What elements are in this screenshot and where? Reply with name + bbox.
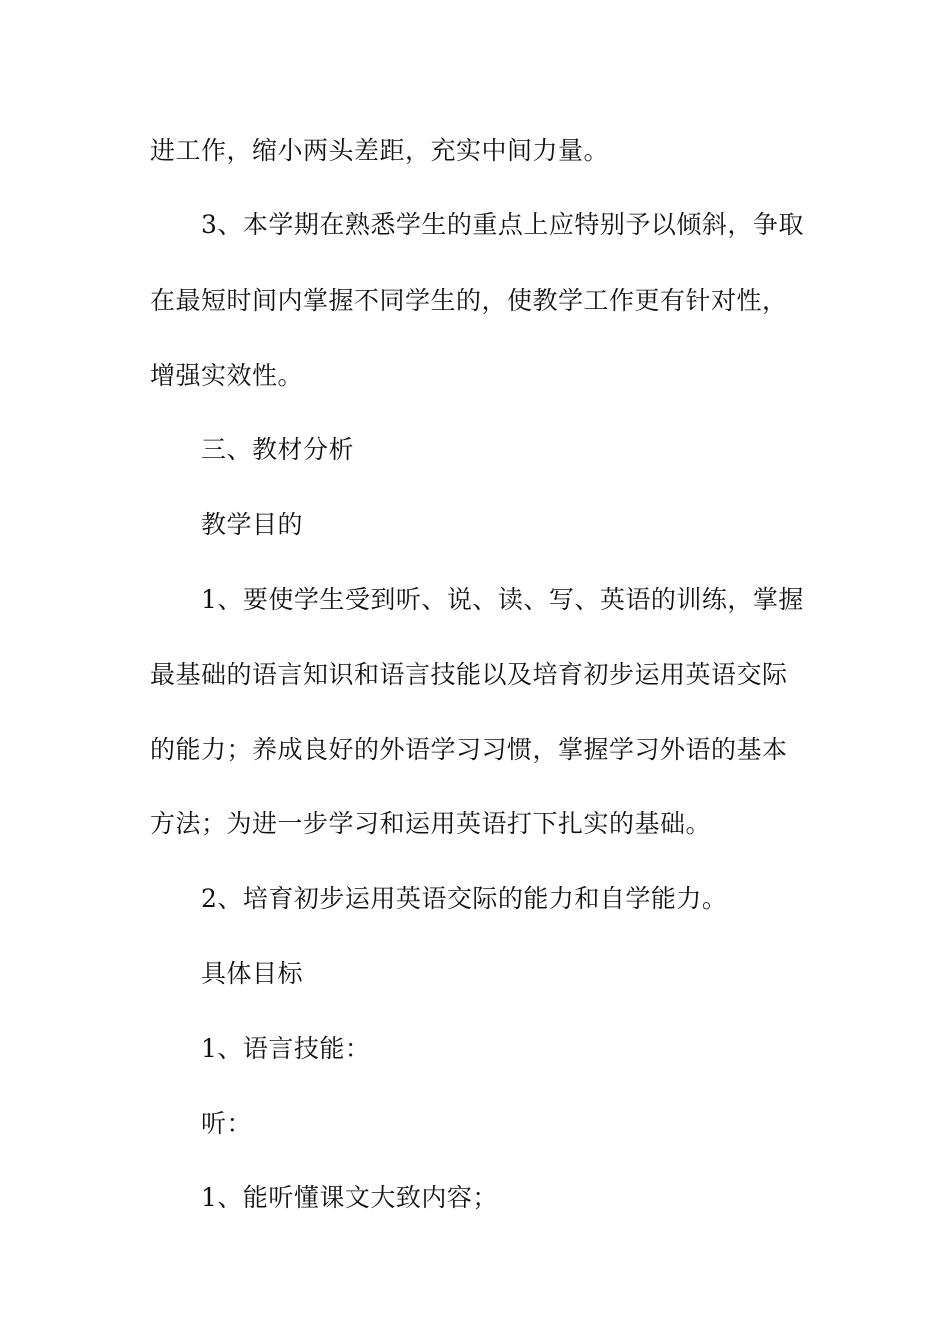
text-line: 的能力；养成良好的外语学习习惯，掌握学习外语的基本 bbox=[150, 735, 788, 764]
subsection-heading: 教学目的 bbox=[201, 510, 304, 539]
subsection-heading: 具体目标 bbox=[201, 959, 304, 988]
text-line: 3、本学期在熟悉学生的重点上应特别予以倾斜，争取 bbox=[201, 210, 804, 239]
text-line: 增强实效性。 bbox=[150, 361, 304, 390]
text-line: 1、能听懂课文大致内容； bbox=[201, 1183, 498, 1212]
text-line: 在最短时间内掌握不同学生的，使教学工作更有针对性， bbox=[150, 286, 788, 315]
text-line: 1、语言技能： bbox=[201, 1034, 371, 1063]
text-line: 进工作，缩小两头差距，充实中间力量。 bbox=[150, 136, 610, 165]
section-heading: 三、教材分析 bbox=[201, 435, 355, 464]
text-line: 听： bbox=[201, 1109, 253, 1138]
text-line: 最基础的语言知识和语言技能以及培育初步运用英语交际 bbox=[150, 660, 788, 689]
text-line: 1、要使学生受到听、说、读、写、英语的训练，掌握 bbox=[201, 585, 804, 614]
text-line: 方法；为进一步学习和运用英语打下扎实的基础。 bbox=[150, 809, 712, 838]
text-line: 2、培育初步运用英语交际的能力和自学能力。 bbox=[201, 884, 728, 913]
